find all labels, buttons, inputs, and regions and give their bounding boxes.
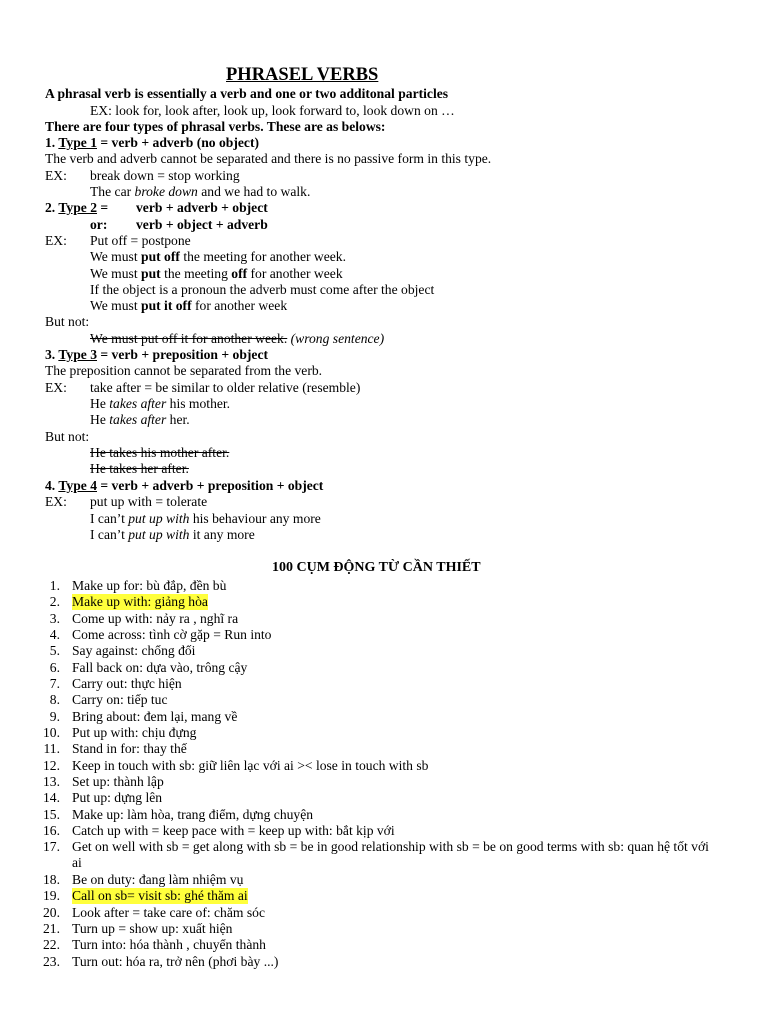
- type1-ex-label: EX:: [45, 168, 67, 183]
- list-item-number: 19.: [43, 888, 60, 903]
- type2-heading: 2. Type 2 =: [45, 200, 109, 215]
- list-item: Turn into: hóa thành , chuyển thành: [72, 937, 266, 952]
- list-item: Look after = take care of: chăm sóc: [72, 905, 265, 920]
- list-item: Carry on: tiếp tuc: [72, 692, 168, 707]
- list-item-number: 3.: [49, 611, 60, 626]
- type1-example-2: The car broke down and we had to walk.: [90, 184, 311, 199]
- list-title: 100 CỤM ĐỘNG TỪ CẦN THIẾT: [272, 560, 481, 575]
- type3-sentence-1: He takes after his mother.: [90, 396, 231, 411]
- type2-note: If the object is a pronoun the adverb must come after the object: [90, 282, 435, 297]
- type4-sentence-2: I can’t put up with it any more: [90, 527, 255, 542]
- intro-example: EX: look for, look after, look up, look forward to, look down on …: [90, 103, 455, 118]
- type2-sentence-3: We must put it off for another week: [90, 298, 288, 313]
- list-item: Put up with: chịu đựng: [72, 725, 197, 740]
- list-item: Put up: dựng lên: [72, 790, 163, 805]
- list-item: Say against: chống đối: [72, 643, 196, 658]
- type3-example-1: take after = be similar to older relative (resemble): [90, 380, 361, 395]
- list-item: Carry out: thực hiện: [72, 676, 182, 691]
- list-item-number: 10.: [43, 725, 60, 740]
- intro-text: A phrasal verb is essentially a verb and one or two additonal particles: [45, 86, 449, 101]
- list-item-number: 1.: [49, 578, 60, 593]
- list-item: Come up with: nảy ra , nghĩ ra: [72, 611, 239, 626]
- type4-sentence-1: I can’t put up with his behaviour any more: [90, 511, 321, 526]
- type2-sentence-1: We must put off the meeting for another week.: [90, 249, 347, 264]
- types-intro: There are four types of phrasal verbs. These are as belows:: [45, 119, 386, 134]
- type2-wrong-sentence: We must put off it for another week. (wrong sentence): [90, 331, 385, 346]
- list-item-number: 17.: [43, 839, 60, 854]
- list-item-number: 22.: [43, 937, 60, 952]
- list-item: Catch up with = keep pace with = keep up with: bắt kịp với: [72, 823, 395, 838]
- list-item-number: 14.: [43, 790, 60, 805]
- type1-example-1: break down = stop working: [90, 168, 240, 183]
- list-item-number: 21.: [43, 921, 60, 936]
- type4-heading: 4. Type 4 = verb + adverb + preposition + object: [45, 478, 324, 493]
- type3-ex-label: EX:: [45, 380, 67, 395]
- list-item-highlighted: Make up with: giảng hòa: [72, 594, 208, 609]
- list-item-number: 7.: [49, 676, 60, 691]
- list-item-number: 8.: [49, 692, 60, 707]
- list-item-number: 2.: [49, 594, 60, 609]
- type2-definition-1: verb + adverb + object: [136, 200, 268, 215]
- list-item: Make up for: bù đắp, đền bù: [72, 578, 227, 593]
- list-item-number: 16.: [43, 823, 60, 838]
- list-item-number: 4.: [49, 627, 60, 642]
- page-title: PHRASEL VERBS: [226, 65, 379, 85]
- type3-description: The preposition cannot be separated from the verb.: [45, 363, 323, 378]
- list-item-number: 6.: [49, 660, 60, 675]
- type3-wrong-2: He takes her after.: [90, 461, 189, 476]
- type3-heading: 3. Type 3 = verb + preposition + object: [45, 347, 269, 362]
- type1-heading: 1. Type 1 = verb + adverb (no object): [45, 135, 259, 150]
- type2-definition-2: verb + object + adverb: [136, 217, 268, 232]
- list-item: Fall back on: dựa vào, trông cậy: [72, 660, 248, 675]
- list-item: Turn up = show up: xuất hiện: [72, 921, 233, 936]
- list-item: Keep in touch with sb: giữ liên lạc với ai >< lose in touch with sb: [72, 758, 429, 773]
- list-item-number: 9.: [49, 709, 60, 724]
- list-item-number: 20.: [43, 905, 60, 920]
- list-item-number: 15.: [43, 807, 60, 822]
- list-item: Bring about: đem lại, mang về: [72, 709, 238, 724]
- list-item: Get on well with sb = get along with sb = be in good relationship with sb = be on good terms with sb: quan hệ tốt với: [72, 839, 709, 854]
- type4-example-1: put up with = tolerate: [90, 494, 208, 509]
- list-item: Make up: làm hòa, trang điểm, dựng chuyện: [72, 807, 314, 822]
- type2-but-not: But not:: [45, 314, 90, 329]
- type2-example-1: Put off = postpone: [90, 233, 191, 248]
- list-item: Come across: tình cờ gặp = Run into: [72, 627, 272, 642]
- list-item: Set up: thành lập: [72, 774, 164, 789]
- list-item-highlighted: Call on sb= visit sb: ghé thăm ai: [72, 888, 248, 903]
- list-item-number: 18.: [43, 872, 60, 887]
- list-item: Be on duty: đang làm nhiệm vụ: [72, 872, 244, 887]
- type3-wrong-1: He takes his mother after.: [90, 445, 230, 460]
- list-item-number: 12.: [43, 758, 60, 773]
- type1-description: The verb and adverb cannot be separated and there is no passive form in this type.: [45, 151, 492, 166]
- list-item: Turn out: hóa ra, trở nên (phơi bày ...): [72, 954, 279, 969]
- list-item-continuation: ai: [72, 855, 82, 870]
- list-item: Stand in for: thay thế: [72, 741, 187, 756]
- type2-sentence-2: We must put the meeting off for another week: [90, 266, 343, 281]
- list-item-number: 11.: [43, 741, 60, 756]
- list-item-number: 13.: [43, 774, 60, 789]
- type4-ex-label: EX:: [45, 494, 67, 509]
- list-item-number: 23.: [43, 954, 60, 969]
- type2-ex-label: EX:: [45, 233, 67, 248]
- list-item-number: 5.: [49, 643, 60, 658]
- type3-but-not: But not:: [45, 429, 90, 444]
- type3-sentence-2: He takes after her.: [90, 412, 190, 427]
- type2-or: or:: [90, 217, 108, 232]
